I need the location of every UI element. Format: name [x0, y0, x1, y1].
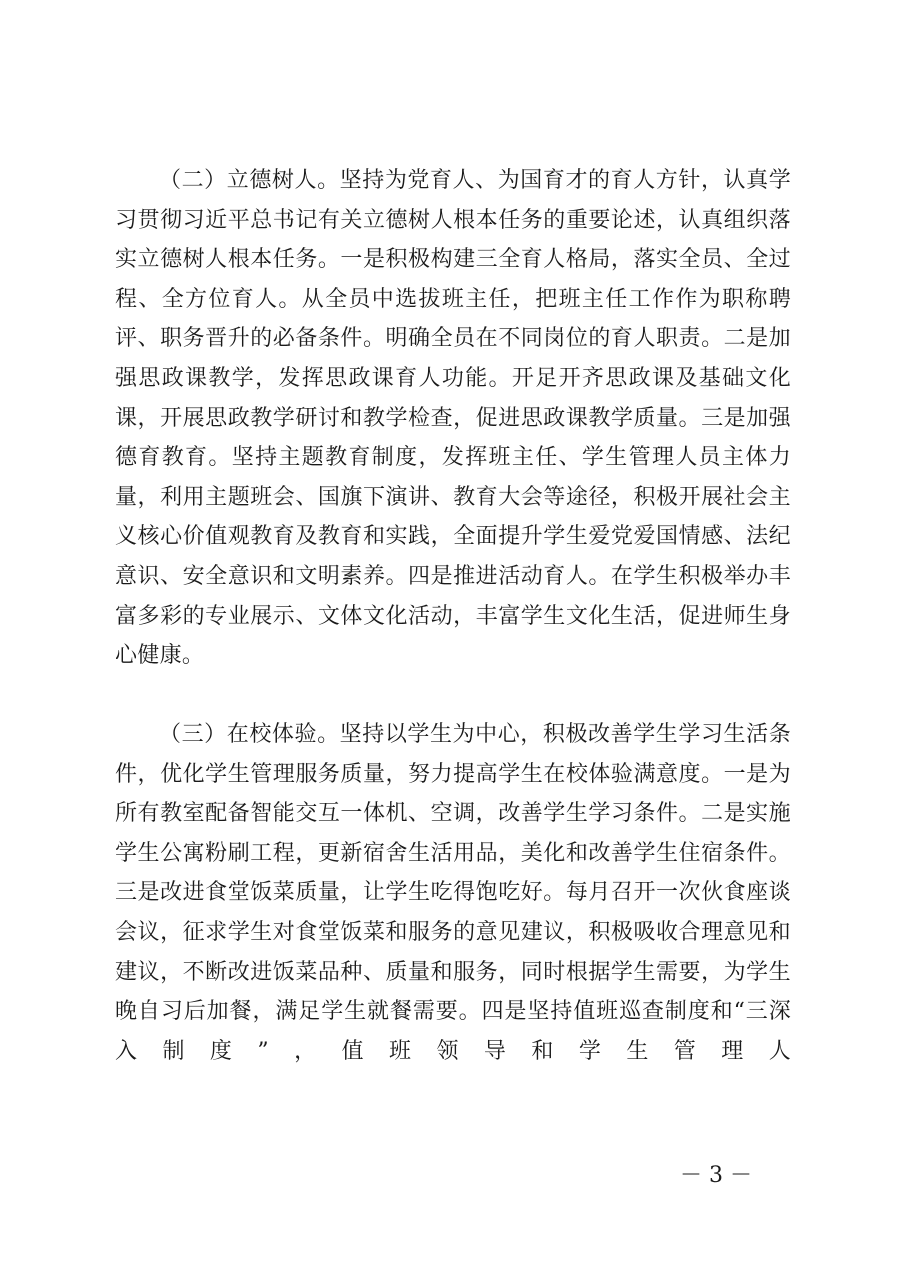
paragraph-moral-education	[115, 161, 791, 676]
page-number: － 3 －	[680, 1163, 752, 1188]
paragraph-heading: （三）在校体验。	[159, 722, 340, 747]
paragraph-heading: （二）立德树人。	[159, 168, 340, 193]
paragraph-body: 坚持以学生为中心，积极改善学生学习生活条件，优化学生管理服务质量，努力提高学生在校体验满意度。一是为所有教室配备智能交互一体机、空调，改善学生学习条件。二是实施学生公寓粉刷工程，更新宿舍生活用品，美化和改善学生住宿条件。三是改进食堂饭菜质量，让学生吃得饱吃好。每月召开一次伙食座谈会议，征求学生对食堂饭菜和服务的意见建议，积极吸收合理意见和建议，不断改进饭菜品种、质量和服务，同时根据学生需要，为学生晚自习后加餐，满足学生就餐需要。四是坚持值班巡查制度和“三深入制度”，值班领导和学生管理人	[115, 722, 791, 1064]
paragraph-body: 坚持为党育人、为国育才的育人方针，认真学习贯彻习近平总书记有关立德树人根本任务的重要论述，认真组织落实立德树人根本任务。一是积极构建三全育人格局，落实全员、全过程、全方位育人。从全员中选拔班主任，把班主任工作作为职称聘评、职务晋升的必备条件。明确全员在不同岗位的育人职责。二是加强思政课教学，发挥思政课育人功能。开足开齐思政课及基础文化课，开展思政教学研讨和教学检查，促进思政课教学质量。三是加强德育教育。坚持主题教育制度，发挥班主任、学生管理人员主体力量，利用主题班会、国旗下演讲、教育大会等途径，积极开展社会主义核心价值观教育及教育和实践，全面提升学生爱党爱国情感、法纪意识、安全意识和文明素养。四是推进活动育人。在学生积极举办丰富多彩的专业展示、文体文化活动，丰富学生文化生活，促进师生身心健康。	[115, 168, 791, 669]
paragraph-campus-experience	[115, 715, 791, 1071]
